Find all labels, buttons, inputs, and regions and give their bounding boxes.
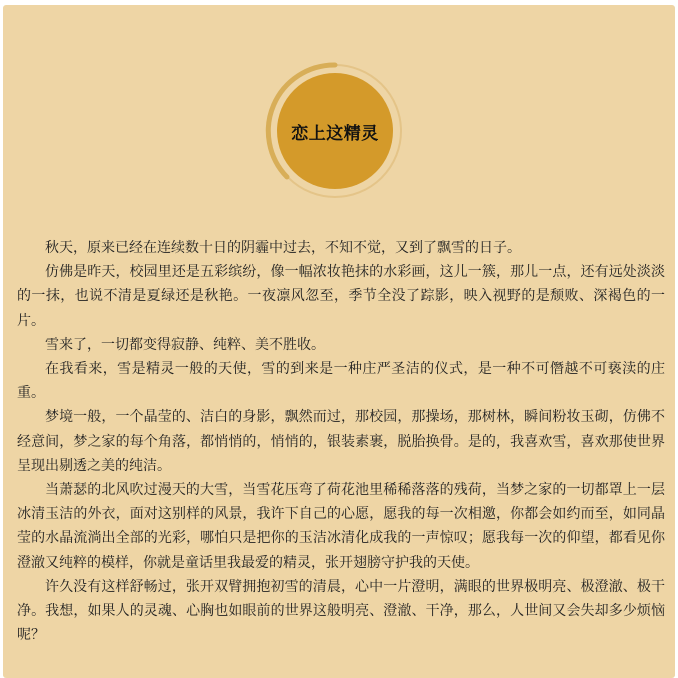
article-card bbox=[3, 5, 675, 678]
article-title: 恋上这精灵 bbox=[291, 123, 379, 144]
paragraph: 当萧瑟的北风吹过漫天的大雪，当雪花压弯了荷花池里稀稀落落的残荷，当梦之家的一切都罩上一层冰清玉洁的外衣，面对这别样的风景，我许下自己的心愿，愿我的每一次相邀，你都会如约而至，如同晶莹的水晶流淌出全部的光彩，哪怕只是把你的玉洁冰清化成我的一声惊叹；愿我每一次的仰望，都看见你澄澈又纯粹的模样，你就是童话里我最爱的精灵，张开翅膀守护我的天使。 bbox=[17, 482, 665, 571]
paragraph: 许久没有这样舒畅过，张开双臂拥抱初雪的清晨，心中一片澄明，满眼的世界极明亮、极澄澈、极干净。我想，如果人的灵魂、心胸也如眼前的世界这般明亮、澄澈、干净，那么，人世间又会失却多少烦恼呢？ bbox=[17, 578, 665, 644]
paragraph: 梦境一般，一个晶莹的、洁白的身影，飘然而过，那校园，那操场，那树林，瞬间粉妆玉砌，仿佛不经意间，梦之家的每个角落，都悄悄的，悄悄的，银装素裹，脱胎换骨。是的，我喜欢雪，喜欢那使世界呈现出剔透之美的纯洁。 bbox=[17, 409, 665, 474]
title-badge bbox=[265, 61, 417, 201]
article-body bbox=[17, 236, 665, 647]
paragraph: 秋天，原来已经在连续数十日的阴霾中过去，不知不觉，又到了飘雪的日子。 bbox=[45, 240, 521, 256]
paragraph: 雪来了，一切都变得寂静、纯粹、美不胜收。 bbox=[45, 336, 325, 353]
paragraph: 在我看来，雪是精灵一般的天使，雪的到来是一种庄严圣洁的仪式，是一种不可僭越不可亵渎的庄重。 bbox=[17, 361, 665, 402]
paragraph: 仿佛是昨天，校园里还是五彩缤纷，像一幅浓妆艳抹的水彩画，这儿一簇，那儿一点，还有远处淡淡的一抹，也说不清是夏绿还是秋艳。一夜凛风忽至，季节全没了踪影，映入视野的是颓败、深褐色的一片。 bbox=[17, 264, 665, 329]
